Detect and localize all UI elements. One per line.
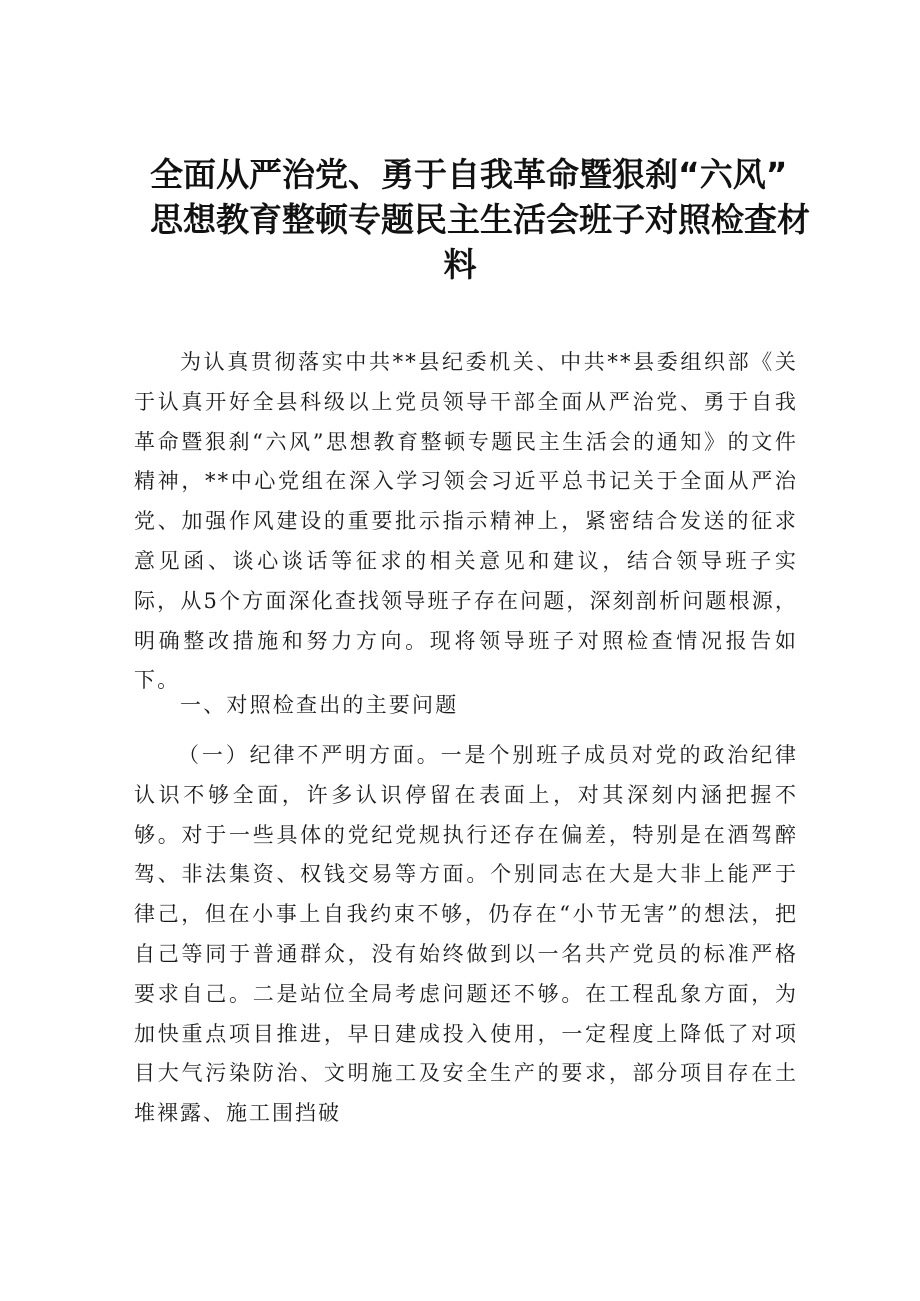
document-title [150, 152, 810, 287]
section-paragraph: （一）纪律不严明方面。一是个别班子成员对党的政治纪律认识不够全面，许多认识停留在表面上，对其深刻内涵把握不够。对于一些具体的党纪党规执行还存在偏差，特别是在酒驾醉驾、非法集资、权钱交易等方面。个别同志在大是大非上能严于律己，但在小事上自我约束不够，仍存在“小节无害”的想法，把自己等同于普通群众，没有始终做到以一名共产党员的标准严格要求自己。二是站位全局考虑问题还不够。在工程乱象方面，为加快重点项目推进，早日建成投入使用，一定程度上降低了对项目大气污染防治、文明施工及安全生产的要求，部分项目存在土堆裸露、施工围挡破 [134, 743, 798, 1126]
section-heading: 一、对照检查出的主要问题 [180, 693, 459, 717]
title-line-3: 料 [443, 245, 477, 284]
title-line-2: 思想教育整顿专题民主生活会班子对照检查材 [150, 200, 810, 239]
title-line-1: 全面从严治党、勇于自我革命暨狠刹“六风” [150, 155, 788, 194]
intro-paragraph: 为认真贯彻落实中共**县纪委机关、中共**县委组织部《关于认真开好全县科级以上党员领导干部全面从严治党、勇于自我革命暨狠刹“六风”思想教育整顿专题民主生活会的通知》的文件精神，**中心党组在深入学习领会习近平总书记关于全面从严治党、加强作风建设的重要批示指示精神上，紧密结合发送的征求意见函、谈心谈话等征求的相关意见和建议，结合领导班子实际，从5个方面深化查找领导班子存在问题，深刻剖析问题根源，明确整改措施和努力方向。现将领导班子对照检查情况报告如下。 [134, 350, 798, 693]
